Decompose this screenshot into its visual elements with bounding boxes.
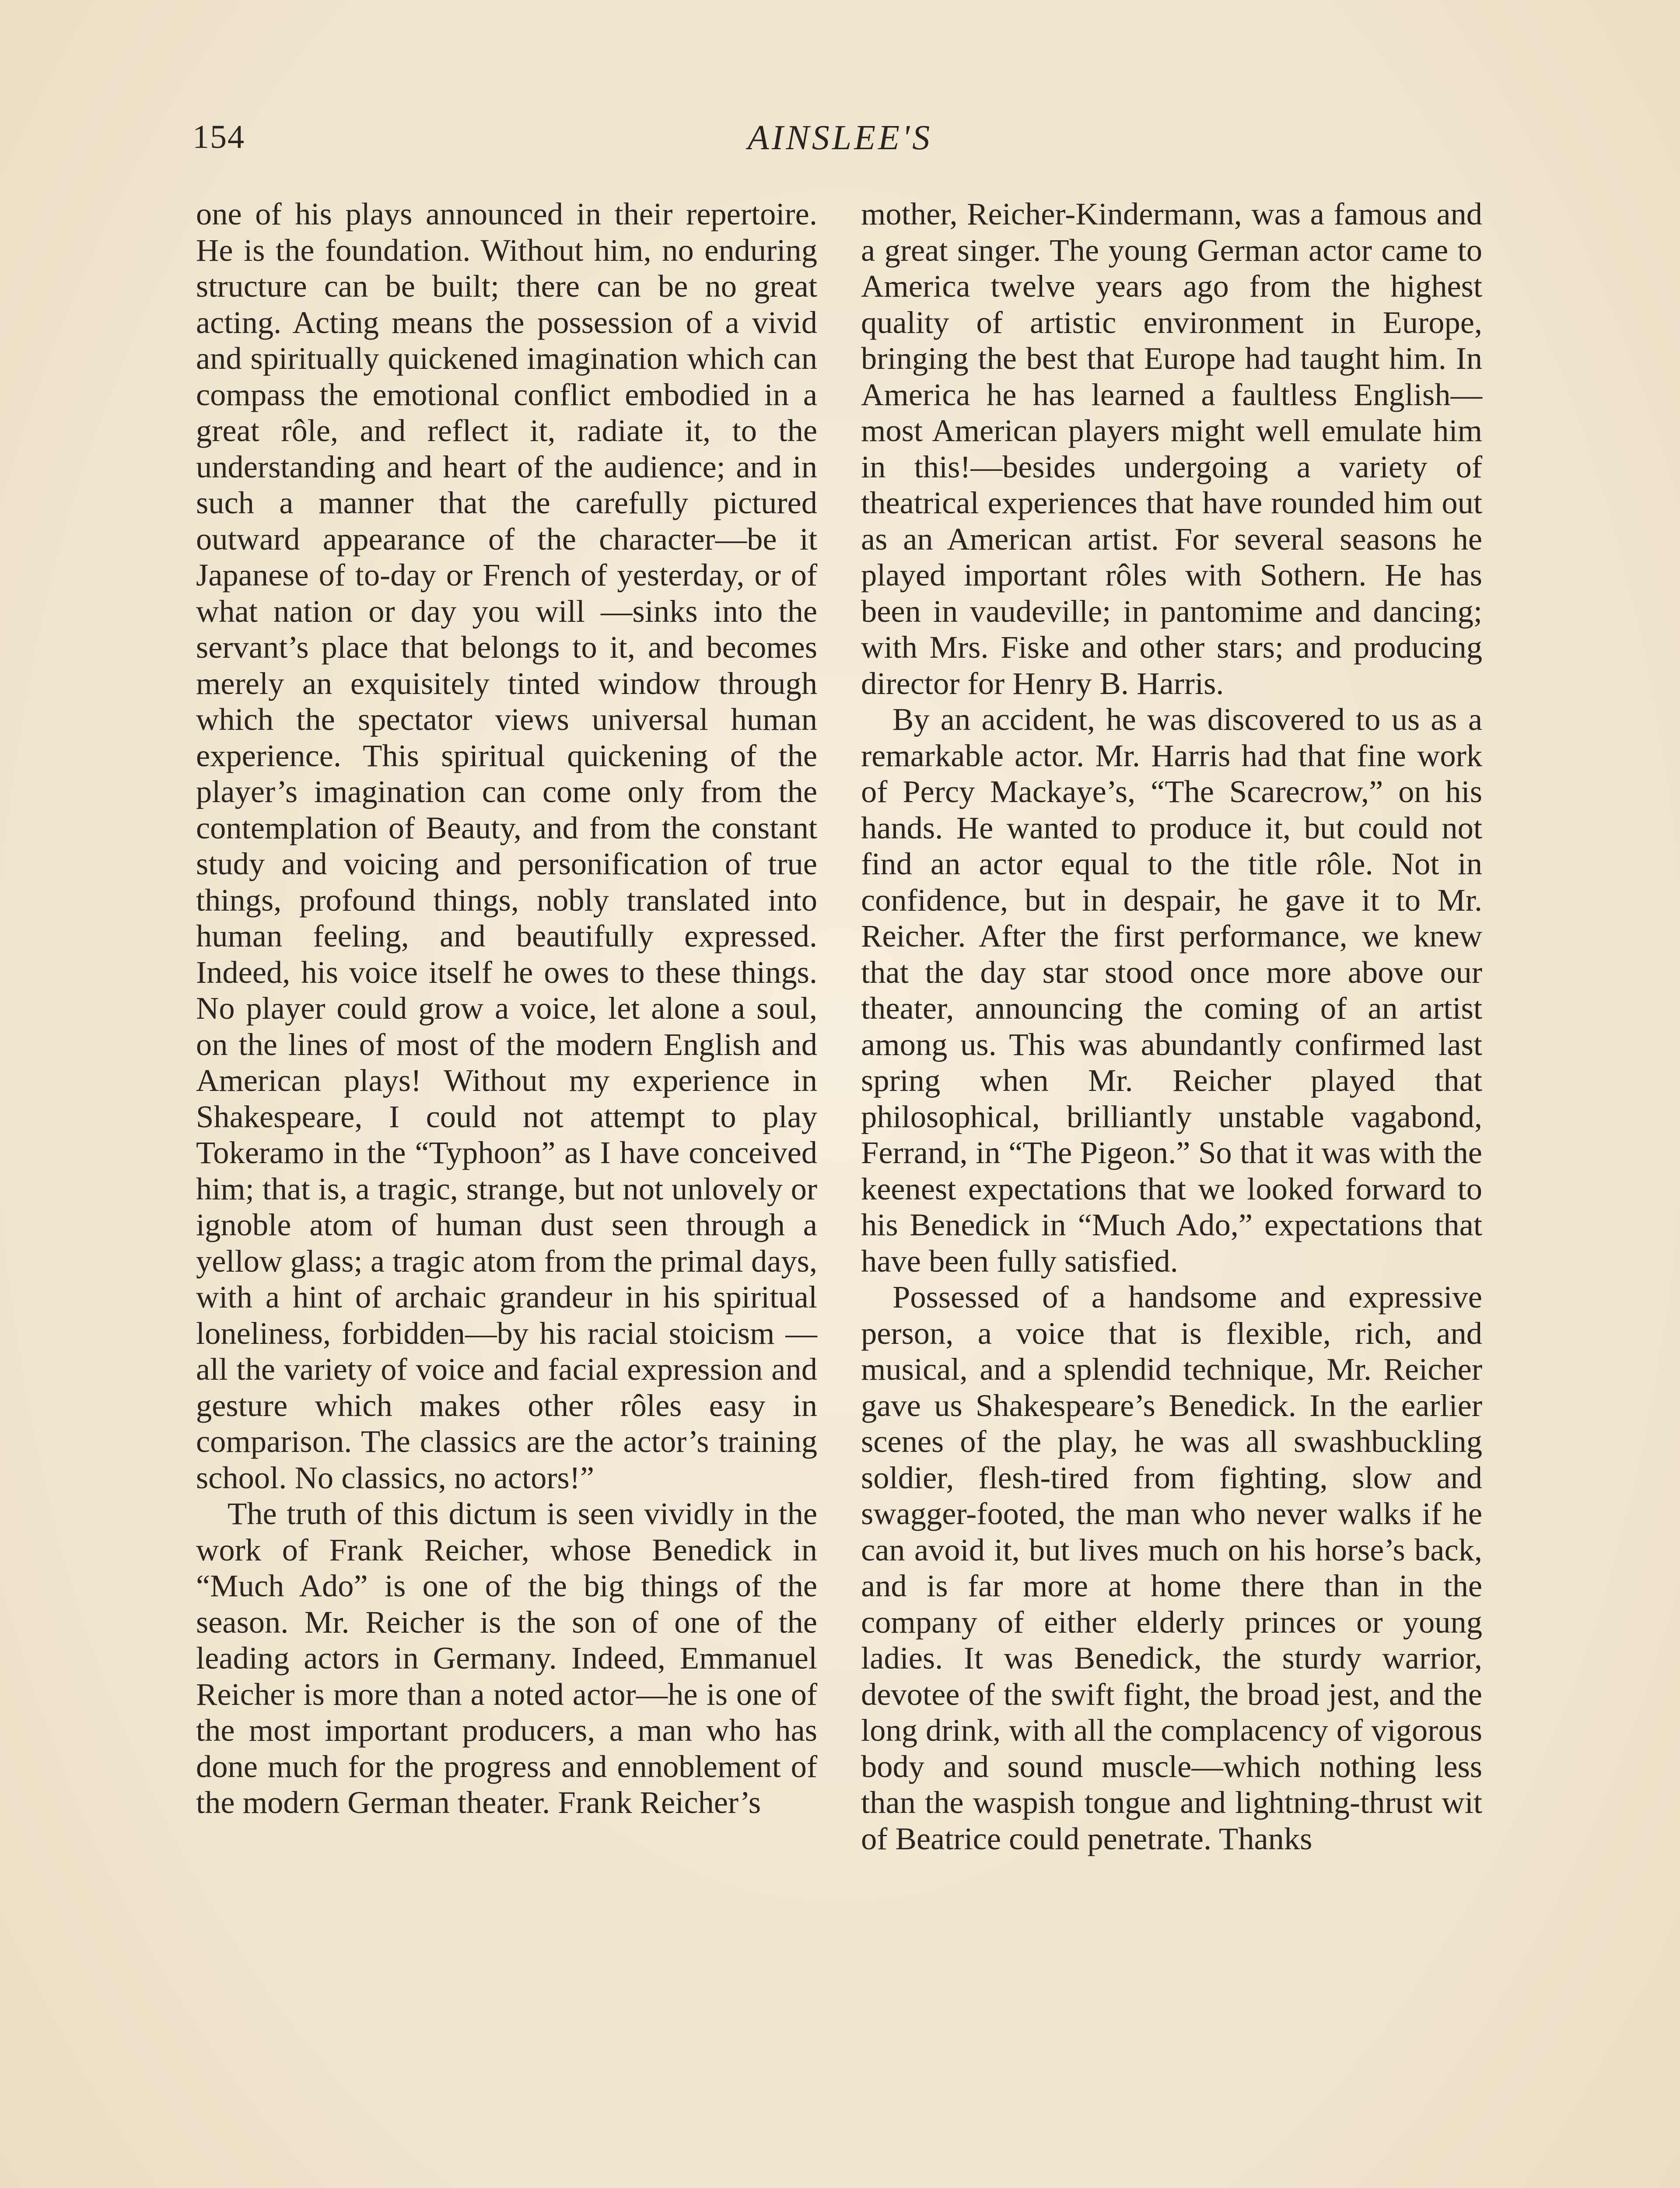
paragraph: Possessed of a handsome and expressive person, a voice that is flexible, rich, and musical, and a splendid technique, Mr. Reicher gave us Shakespeare’s Benedick. In the earlier scenes of the play, he was all swashbuckling soldier, flesh-tired from fighting, slow and swagger-footed, the man who never walks if he can avoid it, but lives much on his horse’s back, and is far more at home there than in the company of either elderly princes or young ladies. It was Benedick, the sturdy warrior, devotee of the swift fight, the broad jest, and the long drink, with all the complacency of vigorous body and sound muscle—which nothing less than the waspish tongue and lightning-thrust wit of Beatrice could penetrate. Thanks <box>861 1279 1482 1856</box>
left-column <box>196 196 817 1821</box>
paragraph: By an accident, he was discovered to us as a remarkable actor. Mr. Harris had that fine work of Percy Mackaye’s, “The Scarecrow,” on his hands. He wanted to produce it, but could not find an actor equal to the title rôle. Not in confidence, but in despair, he gave it to Mr. Reicher. After the first performance, we knew that the day star stood once more above our theater, announcing the coming of an artist among us. This was abundantly confirmed last spring when Mr. Reicher played that philosophical, brilliantly unstable vagabond, Ferrand, in “The Pigeon.” So that it was with the keenest expectations that we looked forward to his Benedick in “Much Ado,” expectations that have been fully satisfied. <box>861 701 1482 1279</box>
page-header <box>192 118 1488 166</box>
page-number: 154 <box>192 119 245 155</box>
paragraph: one of his plays announced in their repertoire. He is the foundation. Without him, no enduring structure can be built; there can be no great acting. Acting means the possession of a vivid and spiritually quickened imagination which can compass the emotional conflict embodied in a great rôle, and reflect it, radiate it, to the understanding and heart of the audience; and in such a manner that the carefully pictured outward appearance of the character—be it Japanese of to-day or French of yesterday, or of what nation or day you will —sinks into the servant’s place that belongs to it, and becomes merely an exquisitely tinted window through which the spectator views universal human experience. This spiritual quickening of the player’s imagination can come only from the contemplation of Beauty, and from the constant study and voicing and personification of true things, profound things, nobly translated into human feeling, and beautifully expressed. Indeed, his voice itself he owes to these things. No player could grow a voice, let alone a soul, on the lines of most of the modern English and American plays! Without my experience in Shakespeare, I could not attempt to play Tokeramo in the “Typhoon” as I have conceived him; that is, a tragic, strange, but not unlovely or ignoble atom of human dust seen through a yellow glass; a tragic atom from the primal days, with a hint of archaic grandeur in his spiritual loneliness, forbidden—by his racial stoicism —all the variety of voice and facial expression and gesture which makes other rôles easy in comparison. The classics are the actor’s training school. No classics, no actors!” <box>196 196 817 1495</box>
right-column <box>861 196 1482 1857</box>
paragraph: The truth of this dictum is seen vividly in the work of Frank Reicher, whose Benedick in “Much Ado” is one of the big things of the season. Mr. Reicher is the son of one of the leading actors in Germany. Indeed, Emmanuel Reicher is more than a noted actor—he is one of the most important producers, a man who has done much for the progress and ennoblement of the modern German theater. Frank Reicher’s <box>196 1496 817 1820</box>
paragraph: mother, Reicher-Kindermann, was a famous and a great singer. The young German actor came to America twelve years ago from the highest quality of artistic environment in Europe, bringing the best that Europe had taught him. In America he has learned a faultless English—most American players might well emulate him in this!—besides undergoing a variety of theatrical experiences that have rounded him out as an American artist. For several seasons he played important rôles with Sothern. He has been in vaudeville; in pantomime and dancing; with Mrs. Fiske and other stars; and producing director for Henry B. Harris. <box>861 196 1482 701</box>
running-head: AINSLEE'S <box>747 119 933 157</box>
